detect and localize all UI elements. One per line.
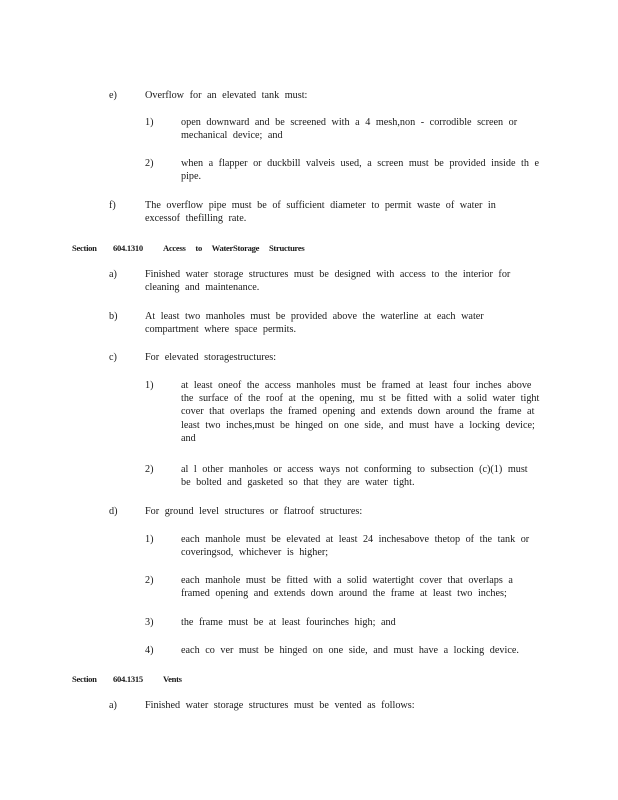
section-word: Section	[72, 674, 97, 684]
item-text: For elevated storagestructures:	[145, 352, 277, 363]
item-text: open downward and be screened with a 4 mesh,non - corrodible screen or mechanical device; and	[181, 117, 518, 142]
item-label: e)	[109, 90, 117, 101]
item-text: each manhole must be elevated at least 24 inchesabove thetop of the tank or coveringsod, whichever is higher;	[181, 534, 530, 559]
item-label: 4)	[145, 645, 154, 656]
item-label: 1)	[145, 380, 154, 391]
section-title: Vents	[163, 674, 182, 684]
item-label: 3)	[145, 617, 154, 628]
item-text: Finished water storage structures must be vented as follows:	[145, 700, 415, 711]
item-label: 1)	[145, 534, 154, 545]
section-title: Access to WaterStorage Structures	[163, 243, 305, 253]
item-label: 2)	[145, 158, 154, 169]
item-text: Overflow for an elevated tank must:	[145, 90, 308, 101]
item-label: a)	[109, 269, 117, 280]
item-text: The overflow pipe must be of sufficient diameter to permit waste of water in excessof thefilling rate.	[145, 200, 496, 225]
section-word: Section	[72, 243, 97, 253]
item-label: b)	[109, 311, 118, 322]
section-number: 604.1310	[113, 243, 143, 253]
item-text: at least oneof the access manholes must be framed at least four inches above the surface of the roof at the opening, mu st be fitted with a solid water tight cover that overlaps the framed opening and extends down around the frame at least two inches,must be hinged on one side, and must have a locking device; and	[181, 380, 540, 444]
item-text: the frame must be at least fourinches high; and	[181, 617, 396, 628]
item-text: For ground level structures or flatroof structures:	[145, 506, 363, 517]
item-label: d)	[109, 506, 118, 517]
section-heading-1310	[0, 242, 618, 256]
item-text: Finished water storage structures must be designed with access to the interior for cleaning and maintenance.	[145, 269, 511, 294]
section-number: 604.1315	[113, 674, 143, 684]
item-text: each co ver must be hinged on one side, and must have a locking device.	[181, 645, 519, 656]
item-text: when a flapper or duckbill valveis used, a screen must be provided inside th e pipe.	[181, 158, 540, 183]
item-label: 2)	[145, 575, 154, 586]
item-label: f)	[109, 200, 116, 211]
item-label: 1)	[145, 117, 154, 128]
section-heading-1315	[0, 673, 618, 687]
item-text: al l other manholes or access ways not conforming to subsection (c)(1) must be bolted and gasketed so that they are water tight.	[181, 464, 528, 489]
item-label: c)	[109, 352, 117, 363]
item-label: 2)	[145, 464, 154, 475]
item-label: a)	[109, 700, 117, 711]
item-text: each manhole must be fitted with a solid watertight cover that overlaps a framed opening and extends down around the frame at least two inches;	[181, 575, 513, 600]
item-text: At least two manholes must be provided above the waterline at each water compartment where space permits.	[145, 311, 484, 336]
